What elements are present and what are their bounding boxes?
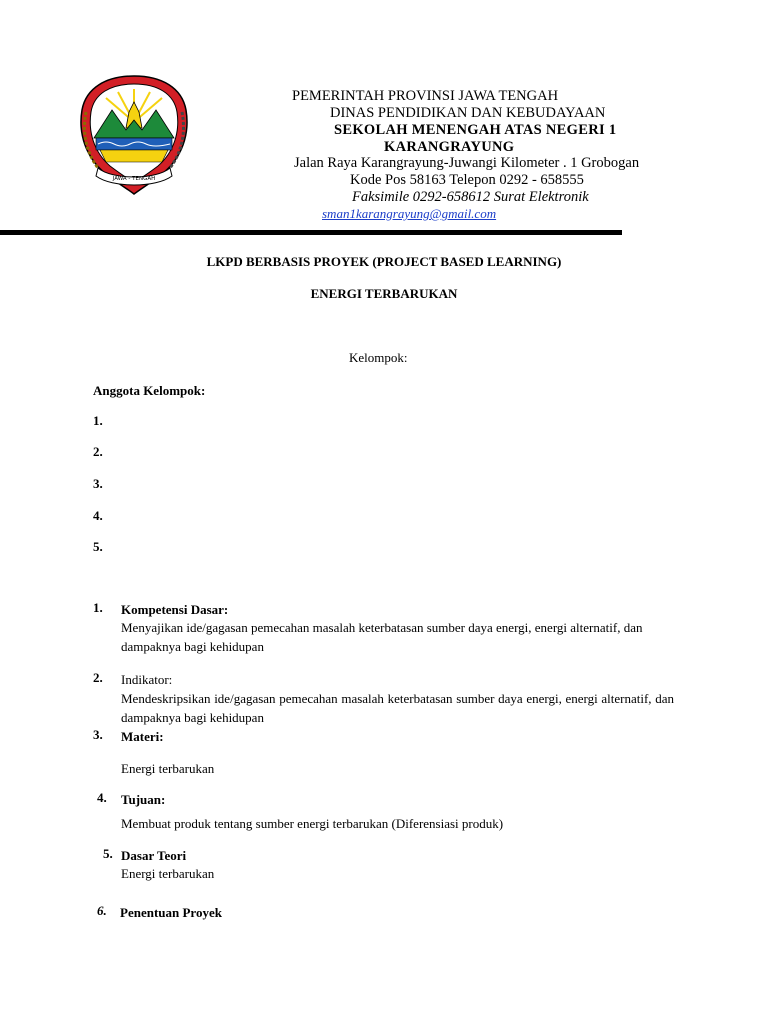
member-number-5: 5. [93,539,103,554]
group-label: Kelompok: [349,350,408,365]
section-5-body: Energi terbarukan [121,866,215,881]
header-postal-phone: Kode Pos 58163 Telepon 0292 - 658555 [350,172,584,188]
header-divider-rule [0,230,622,235]
section-2-number: 2. [93,670,103,685]
header-department-line: DINAS PENDIDIKAN DAN KEBUDAYAAN [330,105,606,121]
section-5-number: 5. [103,846,113,861]
section-3-title: Materi: [121,729,164,744]
document-subtitle: ENERGI TERBARUKAN [310,286,458,301]
member-number-3: 3. [93,476,103,491]
document-title: LKPD BERBASIS PROYEK (PROJECT BASED LEARNING) [206,254,562,269]
section-3-number: 3. [93,727,103,742]
logo-banner-text: JAWA - TENGAH [112,176,156,182]
header-fax: Faksimile 0292-658612 Surat Elektronik [352,189,589,205]
section-4-title: Tujuan: [121,792,166,807]
section-6-title: Penentuan Proyek [120,905,222,920]
section-6-number: 6. [97,903,107,918]
member-number-4: 4. [93,508,103,523]
section-2-body: Mendeskripsikan ide/gagasan pemecahan masalah keterbatasan sumber daya energi, energi alternatif, dan dampaknya bagi kehidupan [121,691,674,725]
member-number-1: 1. [93,413,103,428]
section-1-number: 1. [93,600,103,615]
members-label: Anggota Kelompok: [93,383,206,398]
section-5-title: Dasar Teori [121,848,187,863]
section-4-body: Membuat produk tentang sumber energi terbarukan (Diferensiasi produk) [121,816,504,831]
jawa-tengah-emblem-logo [76,72,192,198]
header-school-name-line2: KARANGRAYUNG [384,139,515,155]
header-school-name-line1: SEKOLAH MENENGAH ATAS NEGERI 1 [334,122,617,138]
section-2-title: Indikator: [121,672,173,687]
section-1-body: Menyajikan ide/gagasan pemecahan masalah keterbatasan sumber daya energi, energi alternatif, dan dampaknya bagi kehidupan [121,620,643,654]
section-4-number: 4. [97,790,107,805]
section-1-title: Kompetensi Dasar: [121,602,229,617]
section-3-body: Energi terbarukan [121,761,215,776]
header-address: Jalan Raya Karangrayung-Juwangi Kilometer . 1 Grobogan [294,155,640,171]
header-government-line: PEMERINTAH PROVINSI JAWA TENGAH [292,88,559,104]
header-email-link[interactable]: sman1karangrayung@gmail.com [322,206,497,221]
member-number-2: 2. [93,444,103,459]
